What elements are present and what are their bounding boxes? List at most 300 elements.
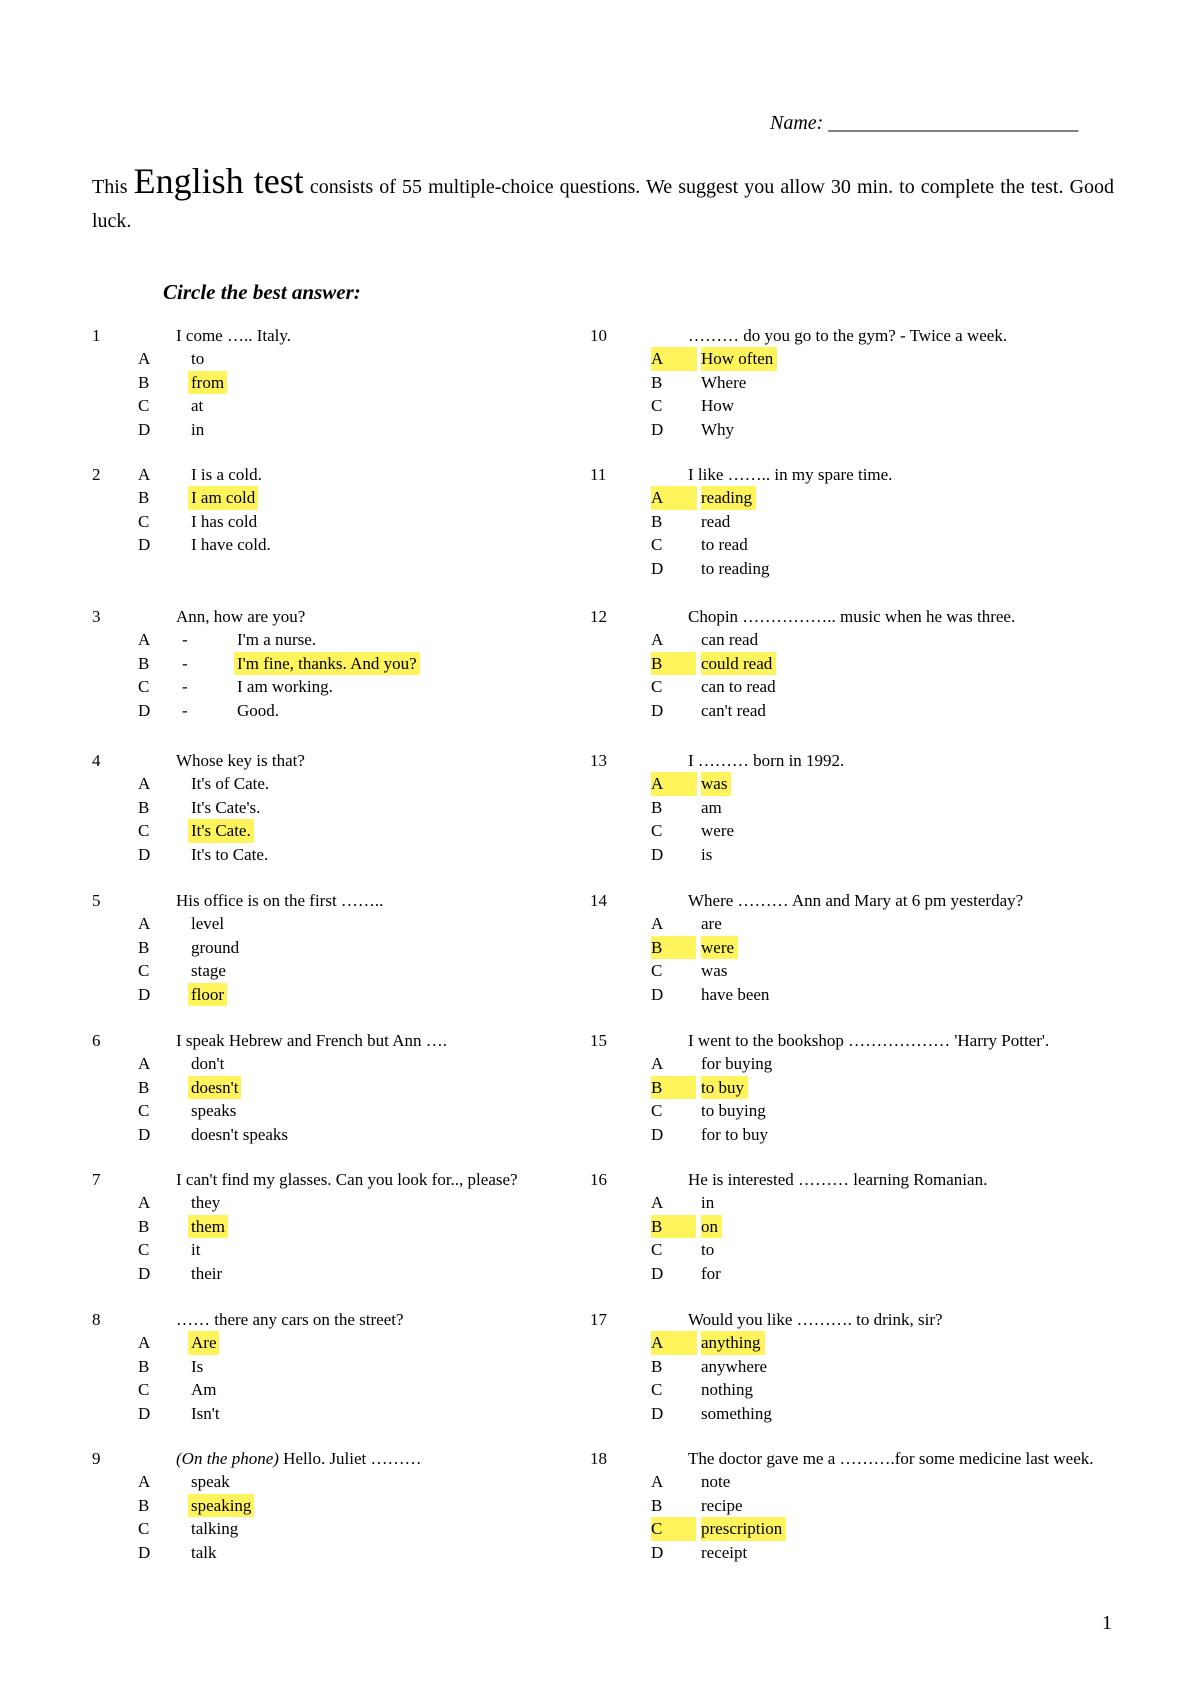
intro-part-1: This <box>92 176 134 198</box>
answer-option-b[interactable] <box>590 652 1130 676</box>
option-text: Good. <box>237 700 280 720</box>
name-label: Name: <box>770 112 824 134</box>
option-letter: B <box>651 1076 696 1100</box>
option-dash: - <box>182 700 188 720</box>
answer-option-c[interactable] <box>92 510 572 534</box>
name-blank[interactable]: _________________________ <box>823 112 1079 134</box>
question-stem <box>176 1447 422 1471</box>
question-stem <box>688 1308 943 1332</box>
answer-option-d[interactable] <box>590 418 1130 442</box>
question-stem <box>176 605 305 629</box>
option-letter: A <box>138 349 151 368</box>
option-letter: C <box>651 396 663 415</box>
answer-option-c[interactable] <box>92 1517 572 1541</box>
answer-option-d[interactable] <box>92 1402 572 1426</box>
answer-option-c[interactable] <box>590 675 1130 699</box>
option-letter: A <box>651 772 697 796</box>
question-stem <box>176 1029 447 1053</box>
option-letter: B <box>651 797 663 817</box>
question-stem-text: Where ……… Ann and Mary at 6 pm yesterday? <box>688 890 1024 910</box>
option-text: Are <box>188 1331 219 1355</box>
answer-option-c[interactable] <box>590 394 1130 418</box>
option-text: at <box>191 396 204 415</box>
answer-option-c[interactable] <box>92 394 572 418</box>
option-text: Is <box>191 1356 204 1376</box>
option-letter: A <box>651 1054 664 1073</box>
option-text: Why <box>701 419 735 439</box>
question-stem-row <box>92 749 572 773</box>
answer-option-a[interactable] <box>92 628 572 652</box>
option-letter: D <box>138 535 151 554</box>
option-text: It's Cate's. <box>191 797 261 817</box>
answer-option-c[interactable] <box>590 533 1130 557</box>
option-letter: C <box>138 1519 150 1538</box>
option-text: note <box>701 1472 731 1491</box>
option-letter: D <box>651 1403 664 1423</box>
question-stem-text: …… there any cars on the street? <box>176 1309 404 1329</box>
question-11 <box>590 463 1130 581</box>
answer-option-b[interactable] <box>92 1355 572 1379</box>
question-stem-row <box>590 605 1130 629</box>
option-text: speaking <box>188 1494 254 1518</box>
option-text: I am cold <box>188 486 258 510</box>
option-text: talking <box>191 1519 239 1538</box>
option-letter: B <box>138 372 150 392</box>
option-text: to buy <box>701 1076 748 1100</box>
question-stem <box>176 889 383 913</box>
question-15 <box>590 1029 1130 1147</box>
question-stem-text: Chopin …………….. music when he was three. <box>688 606 1016 626</box>
answer-option-a[interactable] <box>590 347 1130 371</box>
question-stem-text: Whose key is that? <box>176 750 305 770</box>
question-stem <box>688 1168 987 1192</box>
answer-option-d[interactable] <box>590 1262 1130 1286</box>
option-letter: A <box>651 914 664 933</box>
answer-option-a[interactable] <box>92 1191 572 1215</box>
option-text: anything <box>701 1331 765 1355</box>
question-stem <box>688 1447 1094 1471</box>
question-number: 11 <box>590 464 607 484</box>
answer-option-a[interactable] <box>590 628 1130 652</box>
option-text: It's to Cate. <box>191 844 269 864</box>
answer-option-b[interactable] <box>590 796 1130 820</box>
answer-option-c[interactable] <box>92 1378 572 1402</box>
option-text: to <box>191 349 205 368</box>
answer-option-a[interactable] <box>590 1052 1130 1076</box>
option-text: doesn't <box>188 1076 241 1100</box>
question-13 <box>590 749 1130 867</box>
option-letter: A <box>138 1333 151 1352</box>
option-text: was <box>701 961 728 980</box>
option-letter: B <box>138 1356 150 1376</box>
intro-part-3: consists of 55 multiple-choice questions. We suggest you allow 30 min. to complete the test. Good luck. <box>92 176 1115 232</box>
option-dash: - <box>182 630 188 649</box>
question-stem-row <box>92 1308 572 1332</box>
answer-option-c[interactable] <box>590 819 1130 843</box>
option-text: on <box>701 1215 722 1239</box>
option-text: can't read <box>701 700 766 720</box>
option-letter: C <box>651 961 663 980</box>
option-text: How <box>701 396 735 415</box>
answer-option-d[interactable] <box>590 1123 1130 1147</box>
question-stem-row <box>92 324 572 348</box>
answer-option-b[interactable] <box>92 1215 572 1239</box>
question-12 <box>590 605 1130 723</box>
option-letter: C <box>651 677 663 696</box>
question-8 <box>92 1308 572 1426</box>
option-letter: A <box>138 774 151 793</box>
answer-option-d[interactable] <box>92 1541 572 1565</box>
option-letter: A <box>651 630 664 649</box>
question-number: 13 <box>590 750 607 770</box>
question-stem <box>176 324 291 348</box>
option-text: level <box>191 914 225 933</box>
answer-option-b[interactable] <box>92 936 572 960</box>
question-number: 6 <box>92 1030 101 1050</box>
question-number: 5 <box>92 890 101 910</box>
question-stem-text: His office is on the first …….. <box>176 890 384 910</box>
option-letter: A <box>138 1054 151 1073</box>
option-text: they <box>191 1193 221 1212</box>
question-stem-row <box>590 749 1130 773</box>
option-letter: B <box>651 511 663 531</box>
option-letter: B <box>138 797 150 817</box>
answer-option-c[interactable] <box>590 1238 1130 1262</box>
option-text: were <box>701 936 738 960</box>
answer-option-a[interactable] <box>590 1191 1130 1215</box>
question-16 <box>590 1168 1130 1286</box>
answer-option-d[interactable] <box>92 418 572 442</box>
question-stem-text: ……… do you go to the gym? - Twice a week. <box>688 325 1008 345</box>
option-letter: C <box>651 821 663 840</box>
option-letter: C <box>651 1240 663 1259</box>
answer-option-d[interactable] <box>92 843 572 867</box>
instruction-heading: Circle the best answer: <box>163 280 361 304</box>
option-letter: A <box>651 347 697 371</box>
answer-option-d[interactable] <box>92 533 572 557</box>
question-number: 7 <box>92 1169 101 1189</box>
option-text: floor <box>188 983 227 1007</box>
answer-option-b[interactable] <box>92 486 572 510</box>
option-text: recipe <box>701 1495 743 1515</box>
option-text: them <box>188 1215 228 1239</box>
question-number: 16 <box>590 1169 607 1189</box>
question-4 <box>92 749 572 867</box>
option-letter: D <box>138 844 151 864</box>
option-text: nothing <box>701 1380 753 1399</box>
question-7 <box>92 1168 572 1286</box>
option-letter: C <box>138 821 150 840</box>
option-text: Where <box>701 372 747 392</box>
option-dash: - <box>182 677 188 696</box>
option-letter: B <box>651 936 696 960</box>
option-letter: A <box>138 464 151 484</box>
option-text: I has cold <box>191 511 258 531</box>
option-letter: C <box>651 1380 663 1399</box>
option-letter: C <box>138 677 150 696</box>
question-number: 4 <box>92 750 101 770</box>
option-letter: C <box>138 396 150 415</box>
answer-option-b[interactable] <box>590 1076 1130 1100</box>
question-stem <box>176 1308 404 1332</box>
intro-paragraph <box>92 161 1115 238</box>
option-letter: B <box>651 1215 696 1239</box>
question-stem-row <box>590 1168 1130 1192</box>
option-text: doesn't speaks <box>191 1124 289 1144</box>
option-text: in <box>191 419 205 439</box>
answer-option-d[interactable] <box>590 983 1130 1007</box>
question-stem-row <box>92 889 572 913</box>
option-text: can read <box>701 630 759 649</box>
option-text: could read <box>701 652 776 676</box>
answer-option-c[interactable] <box>590 1517 1130 1541</box>
answer-option-d[interactable] <box>590 1402 1130 1426</box>
option-text: anywhere <box>701 1356 768 1376</box>
question-2 <box>92 463 572 557</box>
option-letter: B <box>138 937 150 957</box>
answer-option-b[interactable] <box>92 1494 572 1518</box>
page-number: 1 <box>1102 1612 1112 1634</box>
question-number: 17 <box>590 1309 607 1329</box>
answer-option-d[interactable] <box>590 1541 1130 1565</box>
question-stem-row <box>590 463 1130 487</box>
option-letter: D <box>651 700 664 720</box>
question-9 <box>92 1447 572 1565</box>
answer-option-b[interactable] <box>92 796 572 820</box>
option-text: It's of Cate. <box>191 774 270 793</box>
option-text: I'm a nurse. <box>237 630 317 649</box>
answer-option-d[interactable] <box>590 557 1130 581</box>
option-text: I'm fine, thanks. And you? <box>234 652 420 676</box>
answer-option-b[interactable] <box>590 510 1130 534</box>
answer-option-a[interactable] <box>590 1470 1130 1494</box>
option-letter: A <box>651 1193 664 1212</box>
question-number: 8 <box>92 1309 101 1329</box>
option-letter: A <box>138 630 151 649</box>
option-text: to <box>701 1240 715 1259</box>
question-number: 14 <box>590 890 607 910</box>
option-text: stage <box>191 961 226 980</box>
question-stem-row <box>590 324 1130 348</box>
option-letter: C <box>138 1240 150 1259</box>
intro-title: English test <box>133 161 304 201</box>
question-stem-text: Ann, how are you? <box>176 606 306 626</box>
answer-option-d[interactable] <box>92 699 572 723</box>
answer-option-b[interactable] <box>590 1215 1130 1239</box>
question-stem-text: I like …….. in my spare time. <box>688 464 893 484</box>
answer-option-c[interactable] <box>92 1238 572 1262</box>
question-stem-text: He is interested ……… learning Romanian. <box>688 1169 988 1189</box>
option-text: to buying <box>701 1101 766 1120</box>
option-text: Isn't <box>191 1403 220 1423</box>
option-text: receipt <box>701 1542 748 1562</box>
question-stem-text: The doctor gave me a ……….for some medicine last week. <box>688 1448 1094 1468</box>
question-stem-text: I can't find my glasses. Can you look for.., please? <box>176 1169 518 1189</box>
option-letter: B <box>138 488 150 507</box>
option-text: can to read <box>701 677 776 696</box>
question-stem-text: Would you like ………. to drink, sir? <box>688 1309 943 1329</box>
answer-option-d[interactable] <box>92 1262 572 1286</box>
question-stem <box>176 1168 518 1192</box>
option-text: reading <box>701 486 756 510</box>
question-stem-row <box>92 1447 572 1471</box>
question-stem-row <box>590 1308 1130 1332</box>
answer-option-b[interactable] <box>590 1494 1130 1518</box>
option-text: I is a cold. <box>191 464 262 484</box>
option-text: don't <box>191 1054 225 1073</box>
answer-option-c[interactable] <box>92 959 572 983</box>
question-stem <box>688 605 1015 629</box>
option-text: were <box>701 821 735 840</box>
option-letter: C <box>138 961 150 980</box>
option-letter: D <box>138 1263 151 1283</box>
option-letter: A <box>651 1472 664 1491</box>
option-text: to reading <box>701 558 770 578</box>
question-number: 1 <box>92 325 101 345</box>
answer-option-b[interactable] <box>92 371 572 395</box>
answer-option-b[interactable] <box>590 936 1130 960</box>
option-text: talk <box>191 1542 217 1562</box>
question-number: 10 <box>590 325 607 345</box>
option-text: It's Cate. <box>188 819 254 843</box>
question-stem-row <box>92 605 572 629</box>
question-stem <box>176 749 305 773</box>
option-letter: B <box>138 1216 150 1236</box>
answer-option-c[interactable] <box>590 959 1130 983</box>
answer-option-c[interactable] <box>92 675 572 699</box>
answer-option-a[interactable] <box>92 463 572 487</box>
answer-option-a[interactable] <box>92 347 572 371</box>
option-text: How often <box>701 347 777 371</box>
option-letter: C <box>138 511 150 531</box>
answer-option-a[interactable] <box>92 772 572 796</box>
option-text: Am <box>191 1380 217 1399</box>
option-text: it <box>191 1240 201 1259</box>
question-stem-row <box>590 1029 1130 1053</box>
option-dash: - <box>182 653 188 673</box>
answer-option-b[interactable] <box>92 1076 572 1100</box>
answer-option-a[interactable] <box>92 912 572 936</box>
answer-option-d[interactable] <box>92 1123 572 1147</box>
name-field[interactable] <box>770 112 1078 135</box>
answer-option-c[interactable] <box>92 819 572 843</box>
option-text: am <box>701 797 722 817</box>
question-stem-italic: (On the phone) <box>176 1448 279 1468</box>
question-10 <box>590 324 1130 442</box>
answer-option-d[interactable] <box>590 699 1130 723</box>
option-text: was <box>701 772 731 796</box>
question-stem <box>688 889 1023 913</box>
option-letter: D <box>651 419 664 439</box>
option-text: their <box>191 1263 223 1283</box>
option-text: for <box>701 1263 721 1283</box>
question-stem-text: I ……… born in 1992. <box>688 750 845 770</box>
question-number: 18 <box>590 1448 607 1468</box>
question-stem-text: I speak Hebrew and French but Ann …. <box>176 1030 447 1050</box>
option-letter: B <box>138 1495 150 1515</box>
question-stem <box>688 1029 1049 1053</box>
option-letter: D <box>138 1542 151 1562</box>
question-stem-row <box>590 1447 1130 1471</box>
option-letter: D <box>651 844 664 864</box>
option-letter: A <box>138 914 151 933</box>
answer-option-a[interactable] <box>590 486 1130 510</box>
question-number: 2 <box>92 464 101 484</box>
question-stem-text: Hello. Juliet ……… <box>278 1448 422 1468</box>
question-number: 12 <box>590 606 607 626</box>
option-letter: B <box>651 372 663 392</box>
option-text: are <box>701 914 722 933</box>
option-letter: C <box>651 1517 696 1541</box>
option-letter: D <box>651 1263 664 1283</box>
option-letter: D <box>138 1124 151 1144</box>
question-stem-text: I went to the bookshop ……………… 'Harry Potter'. <box>688 1030 1050 1050</box>
option-letter: C <box>138 1101 150 1120</box>
option-letter: B <box>138 653 150 673</box>
answer-option-b[interactable] <box>92 652 572 676</box>
option-letter: C <box>651 535 663 554</box>
option-letter: D <box>138 1403 151 1423</box>
question-stem-row <box>590 889 1130 913</box>
question-number: 9 <box>92 1448 101 1468</box>
option-text: I have cold. <box>191 535 271 554</box>
answer-option-a[interactable] <box>92 1052 572 1076</box>
question-number: 15 <box>590 1030 607 1050</box>
option-letter: A <box>138 1193 151 1212</box>
option-text: have been <box>701 984 770 1004</box>
answer-option-b[interactable] <box>590 371 1130 395</box>
option-text: ground <box>191 937 240 957</box>
answer-option-d[interactable] <box>92 983 572 1007</box>
option-letter: A <box>651 1331 697 1355</box>
option-text: prescription <box>701 1517 786 1541</box>
question-stem-text: I come ….. Italy. <box>176 325 292 345</box>
answer-option-a[interactable] <box>590 1331 1130 1355</box>
answer-option-c[interactable] <box>92 1099 572 1123</box>
question-stem-row <box>92 1029 572 1053</box>
answer-option-b[interactable] <box>590 1355 1130 1379</box>
option-letter: D <box>138 984 151 1004</box>
option-letter: D <box>138 700 151 720</box>
option-letter: B <box>138 1077 150 1097</box>
answer-option-a[interactable] <box>590 772 1130 796</box>
question-18 <box>590 1447 1130 1565</box>
question-17 <box>590 1308 1130 1426</box>
option-text: speak <box>191 1472 230 1491</box>
question-5 <box>92 889 572 1007</box>
answer-option-c[interactable] <box>590 1099 1130 1123</box>
option-text: speaks <box>191 1101 237 1120</box>
option-letter: A <box>651 486 697 510</box>
answer-option-a[interactable] <box>92 1331 572 1355</box>
option-letter: C <box>138 1380 150 1399</box>
option-text: I am working. <box>237 677 333 696</box>
answer-option-c[interactable] <box>590 1378 1130 1402</box>
question-stem <box>688 749 844 773</box>
option-letter: B <box>651 1495 663 1515</box>
question-stem <box>688 463 892 487</box>
answer-option-d[interactable] <box>590 843 1130 867</box>
option-letter: C <box>651 1101 663 1120</box>
answer-option-a[interactable] <box>590 912 1130 936</box>
answer-option-a[interactable] <box>92 1470 572 1494</box>
option-letter: D <box>138 419 151 439</box>
question-stem <box>688 324 1007 348</box>
option-text: in <box>701 1193 715 1212</box>
option-letter: D <box>651 558 664 578</box>
option-text: from <box>188 371 227 395</box>
option-text: something <box>701 1403 772 1423</box>
